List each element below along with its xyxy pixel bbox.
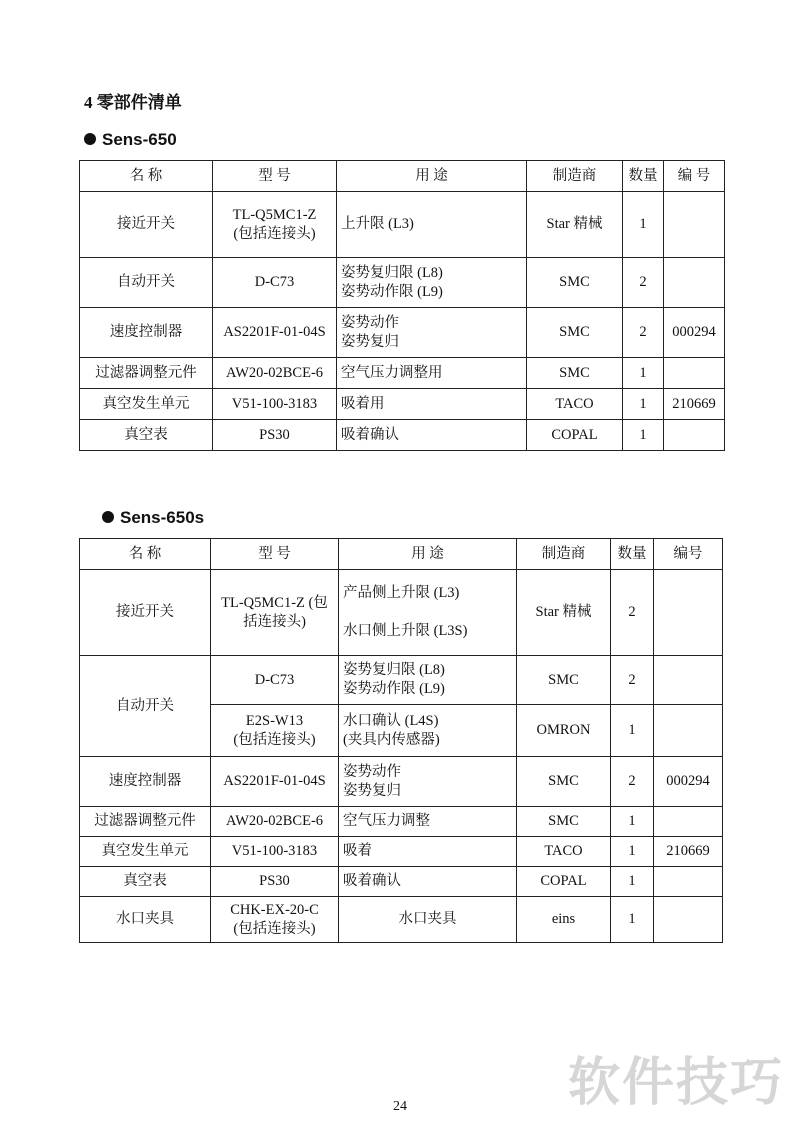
cell-purpose: 吸着确认	[339, 867, 517, 897]
cell-model: V51-100-3183	[211, 837, 339, 867]
cell-code	[654, 656, 723, 705]
cell-model: AW20-02BCE-6	[211, 807, 339, 837]
cell-qty: 2	[611, 570, 654, 656]
cell-purpose: 吸着确认	[337, 420, 527, 451]
page-number: 24	[393, 1099, 407, 1114]
cell-qty: 2	[623, 258, 664, 308]
table-row	[80, 570, 723, 656]
header-purpose: 用 途	[337, 161, 527, 192]
table-title-sens-650	[84, 130, 177, 150]
cell-maker: SMC	[527, 308, 623, 358]
cell-code	[664, 420, 725, 451]
table-row	[80, 192, 725, 258]
bullet-icon	[102, 511, 114, 523]
table-row	[80, 308, 725, 358]
cell-qty: 2	[611, 656, 654, 705]
table-row	[80, 258, 725, 308]
cell-model: D-C73	[211, 656, 339, 705]
cell-model: V51-100-3183	[213, 389, 337, 420]
cell-name: 自动开关	[80, 258, 213, 308]
header-qty: 数量	[611, 539, 654, 570]
cell-name: 接近开关	[80, 192, 213, 258]
cell-model: TL-Q5MC1-Z (包 括连接头)	[211, 570, 339, 656]
cell-name: 过滤器调整元件	[80, 358, 213, 389]
cell-qty: 2	[611, 757, 654, 807]
cell-maker: OMRON	[517, 705, 611, 757]
cell-purpose: 吸着	[339, 837, 517, 867]
table-row	[80, 389, 725, 420]
cell-qty: 1	[611, 897, 654, 943]
cell-code	[654, 807, 723, 837]
cell-name: 接近开关	[80, 570, 211, 656]
header-model: 型 号	[213, 161, 337, 192]
cell-code	[654, 705, 723, 757]
cell-purpose: 吸着用	[337, 389, 527, 420]
cell-qty: 1	[611, 867, 654, 897]
cell-code: 000294	[664, 308, 725, 358]
cell-qty: 1	[623, 420, 664, 451]
cell-maker: SMC	[527, 358, 623, 389]
cell-purpose: 水口夹具	[339, 897, 517, 943]
header-qty: 数量	[623, 161, 664, 192]
cell-maker: COPAL	[527, 420, 623, 451]
cell-model: TL-Q5MC1-Z (包括连接头)	[213, 192, 337, 258]
parts-table-sens-650	[79, 160, 725, 451]
cell-purpose: 姿势动作 姿势复归	[337, 308, 527, 358]
cell-name: 水口夹具	[80, 897, 211, 943]
table-title-text: Sens-650s	[120, 508, 205, 527]
table-row	[80, 807, 723, 837]
cell-qty: 1	[623, 358, 664, 389]
header-name: 名 称	[80, 539, 211, 570]
table-title-text: Sens-650	[102, 130, 177, 149]
header-code: 编号	[654, 539, 723, 570]
table-row	[80, 837, 723, 867]
header-purpose: 用 途	[339, 539, 517, 570]
cell-purpose: 姿势动作 姿势复归	[339, 757, 517, 807]
cell-model: AS2201F-01-04S	[213, 308, 337, 358]
cell-qty: 1	[611, 807, 654, 837]
parts-table-sens-650s	[79, 538, 723, 943]
section-heading: 4 零部件清单	[84, 93, 182, 112]
cell-purpose: 上升限 (L3)	[337, 192, 527, 258]
table-row	[80, 420, 725, 451]
cell-name: 自动开关	[80, 656, 211, 757]
cell-maker: COPAL	[517, 867, 611, 897]
cell-qty: 1	[623, 389, 664, 420]
header-name: 名 称	[80, 161, 213, 192]
cell-code	[654, 897, 723, 943]
cell-model: PS30	[211, 867, 339, 897]
table-header-row	[80, 161, 725, 192]
cell-maker: Star 精械	[527, 192, 623, 258]
cell-code	[664, 258, 725, 308]
cell-name: 真空表	[80, 867, 211, 897]
cell-model: AW20-02BCE-6	[213, 358, 337, 389]
cell-qty: 1	[623, 192, 664, 258]
table-row	[80, 897, 723, 943]
watermark: 软件技巧	[567, 1053, 784, 1113]
cell-code: 210669	[664, 389, 725, 420]
cell-purpose: 姿势复归限 (L8) 姿势动作限 (L9)	[337, 258, 527, 308]
cell-maker: SMC	[517, 807, 611, 837]
header-maker: 制造商	[527, 161, 623, 192]
cell-model: E2S-W13 (包括连接头)	[211, 705, 339, 757]
bullet-icon	[84, 133, 96, 145]
cell-maker: SMC	[517, 656, 611, 705]
cell-name: 速度控制器	[80, 308, 213, 358]
cell-purpose: 空气压力调整	[339, 807, 517, 837]
cell-maker: TACO	[527, 389, 623, 420]
cell-code: 210669	[654, 837, 723, 867]
cell-purpose: 产品侧上升限 (L3) 水口侧上升限 (L3S)	[339, 570, 517, 656]
header-model: 型 号	[211, 539, 339, 570]
cell-maker: SMC	[517, 757, 611, 807]
cell-maker: SMC	[527, 258, 623, 308]
cell-purpose: 姿势复归限 (L8) 姿势动作限 (L9)	[339, 656, 517, 705]
cell-code: 000294	[654, 757, 723, 807]
cell-qty: 1	[611, 837, 654, 867]
cell-maker: eins	[517, 897, 611, 943]
cell-maker: Star 精械	[517, 570, 611, 656]
cell-model: CHK-EX-20-C (包括连接头)	[211, 897, 339, 943]
cell-code	[664, 192, 725, 258]
cell-purpose: 水口确认 (L4S) (夹具内传感器)	[339, 705, 517, 757]
table-row	[80, 358, 725, 389]
table-row	[80, 867, 723, 897]
header-maker: 制造商	[517, 539, 611, 570]
cell-qty: 2	[623, 308, 664, 358]
cell-code	[654, 570, 723, 656]
header-code: 编 号	[664, 161, 725, 192]
cell-name: 速度控制器	[80, 757, 211, 807]
cell-purpose: 空气压力调整用	[337, 358, 527, 389]
cell-code	[664, 358, 725, 389]
table-title-sens-650s	[102, 508, 204, 528]
table-row	[80, 656, 723, 705]
cell-maker: TACO	[517, 837, 611, 867]
table-header-row	[80, 539, 723, 570]
cell-name: 过滤器调整元件	[80, 807, 211, 837]
cell-name: 真空表	[80, 420, 213, 451]
cell-name: 真空发生单元	[80, 837, 211, 867]
cell-qty: 1	[611, 705, 654, 757]
cell-model: AS2201F-01-04S	[211, 757, 339, 807]
cell-model: PS30	[213, 420, 337, 451]
cell-code	[654, 867, 723, 897]
cell-model: D-C73	[213, 258, 337, 308]
table-row	[80, 757, 723, 807]
cell-name: 真空发生单元	[80, 389, 213, 420]
